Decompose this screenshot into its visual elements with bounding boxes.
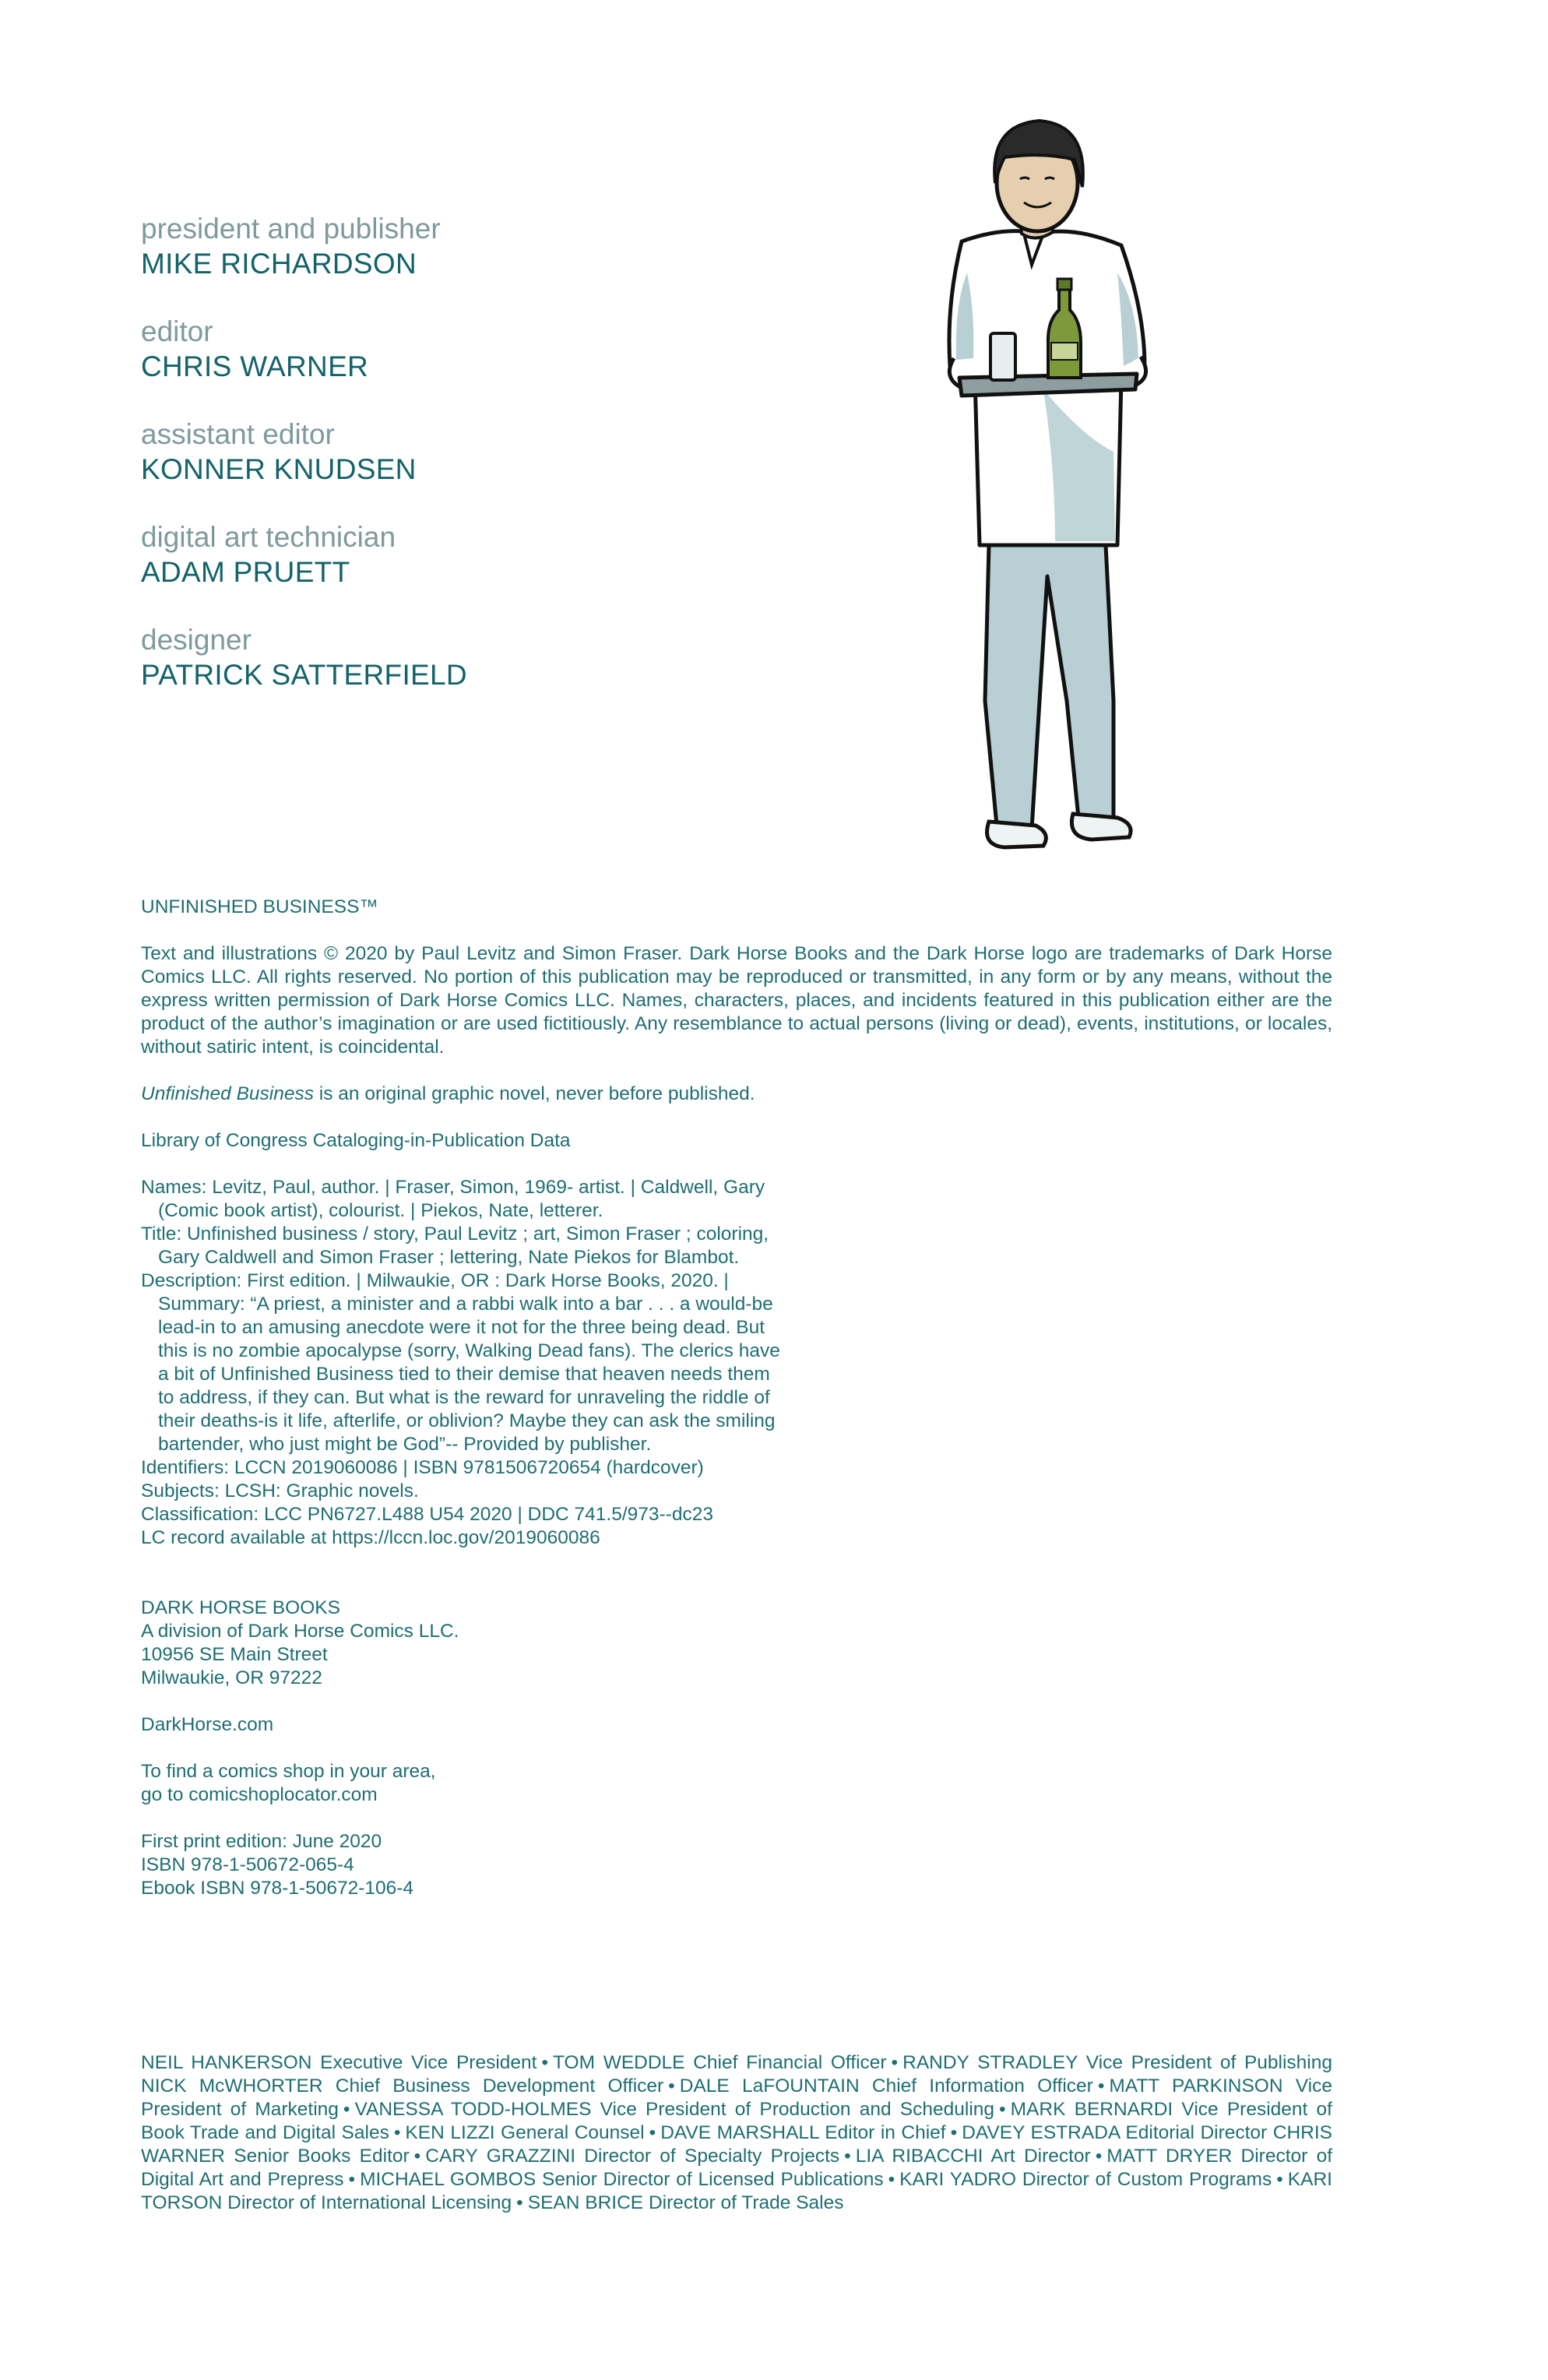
- staff-entry: MATT DRYER Director of Digital Art and Prepress: [141, 2146, 1333, 2190]
- credit-editor: [141, 315, 842, 385]
- staff-entry: MARK BERNARDI Vice President of Book Trade and Digital Sales: [141, 2099, 1332, 2143]
- ebook-isbn: Ebook ISBN 978-1-50672-106-4: [141, 1878, 414, 1899]
- cip-heading: Library of Congress Cataloging-in-Publication Data: [141, 1130, 571, 1151]
- credit-role: editor: [141, 315, 213, 347]
- credit-publisher: [141, 212, 842, 282]
- staff-entry: DALE LaFOUNTAIN Chief Information Officer: [679, 2075, 1093, 2097]
- cip-classification: Classification: LCC PN6727.L488 U54 2020 | DDC 741.5/973--dc23: [141, 1504, 713, 1525]
- staff-listing: NEIL HANKERSON Executive Vice President • TOM WEDDLE Chief Financial Officer • RANDY STRADLEY Vice President of Publishing NICK McWHORTER Chief Business Development Officer • DALE LaFOUNTAIN Chief Information Officer • MATT PARKINSON Vice President of Marketing • VANESSA TODD-HOLMES Vice President of Production and Scheduling • MARK BERNARDI Vice President of Book Trade and Digital Sales • KEN LIZZI General Counsel • DAVE MARSHALL Editor in Chief • DAVEY ESTRADA Editorial Director CHRIS WARNER Senior Books Editor • CARY GRAZZINI Director of Specialty Projects • LIA RIBACCHI Art Director • MATT DRYER Director of Digital Art and Prepress • MICHAEL GOMBOS Senior Director of Licensed Publications • KARI YADRO Director of Custom Programs • KARI TORSON Director of International Licensing • SEAN BRICE Director of Trade Sales: [141, 2052, 1333, 2213]
- original-novel-note: [141, 1083, 1332, 1106]
- staff-entry: MATT PARKINSON Vice President of Marketing: [141, 2075, 1332, 2120]
- staff-entry: KEN LIZZI General Counsel: [405, 2122, 645, 2143]
- credit-name: PATRICK SATTERFIELD: [141, 659, 467, 691]
- staff-entry: VANESSA TODD-HOLMES Vice President of Production and Scheduling: [354, 2099, 995, 2120]
- print-edition: First print edition: June 2020: [141, 1831, 382, 1852]
- publisher-street: 10956 SE Main Street: [141, 1644, 328, 1665]
- staff-entry: DAVE MARSHALL Editor in Chief: [660, 2122, 946, 2143]
- staff-entry: NEIL HANKERSON Executive Vice President: [141, 2052, 537, 2073]
- credit-name: CHRIS WARNER: [141, 350, 369, 382]
- credit-role: digital art technician: [141, 521, 396, 553]
- cip-subjects: Subjects: LCSH: Graphic novels.: [141, 1480, 419, 1502]
- trademark-line: UNFINISHED BUSINESS™: [141, 896, 378, 917]
- credit-name: KONNER KNUDSEN: [141, 453, 417, 485]
- publisher-division: A division of Dark Horse Comics LLC.: [141, 1621, 459, 1642]
- staff-entry: RANDY STRADLEY Vice President of Publishing: [902, 2052, 1332, 2073]
- publisher-info: [141, 1597, 1332, 1900]
- bartender-icon: [888, 109, 1184, 872]
- staff-entry: TOM WEDDLE Chief Financial Officer: [553, 2052, 887, 2073]
- staff-entry: CARY GRAZZINI Director of Specialty Projects: [425, 2146, 840, 2167]
- credit-name: MIKE RICHARDSON: [141, 248, 417, 280]
- publisher-name: DARK HORSE BOOKS: [141, 1597, 340, 1618]
- cip-data: [141, 1176, 787, 1550]
- staff-entry: KARI TORSON Director of International Licensing: [141, 2169, 1332, 2213]
- credit-role: president and publisher: [141, 213, 441, 245]
- credit-role: designer: [141, 624, 252, 656]
- original-note-text: is an original graphic novel, never before published.: [313, 1083, 755, 1104]
- isbn: ISBN 978-1-50672-065-4: [141, 1854, 354, 1875]
- book-title: Unfinished Business: [141, 1083, 314, 1104]
- cip-names: Names: Levitz, Paul, author. | Fraser, Simon, 1969- artist. | Caldwell, Gary (Comic book artist), colourist. | Piekos, Nate, letterer.: [141, 1177, 765, 1221]
- copyright-notice: Text and illustrations © 2020 by Paul Levitz and Simon Fraser. Dark Horse Books and the Dark Horse logo are trademarks of Dark Horse Comics LLC. All rights reserved. No portion of this publication may be reproduced or transmitted, in any form or by any means, without the express written permission of Dark Horse Comics LLC. Names, characters, places, and incidents featured in this publication either are the product of the author’s imagination or are used fictitiously. Any resemblance to actual persons (living or dead), events, institutions, or locales, without satiric intent, is coincidental.: [141, 943, 1332, 1058]
- credits-list: [141, 212, 842, 726]
- credit-role: assistant editor: [141, 418, 335, 450]
- staff-entry: NICK McWHORTER Chief Business Development Officer: [141, 2075, 664, 2097]
- cip-description: Description: First edition. | Milwaukie, OR : Dark Horse Books, 2020. | Summary: “A priest, a minister and a rabbi walk into a bar . . . a would-be lead-in to an amusing anecdote were it not for the three being dead. But this is no zombie apocalypse (sorry, Walking Dead fans). The clerics have a bit of Unfinished Business tied to their demise that heaven needs them to address, if they can. But what is the reward for unraveling the riddle of their deaths-is it life, afterlife, or oblivion? Maybe they can ask the smiling bartender, who just might be God”-- Provided by publisher.: [141, 1270, 780, 1455]
- staff-entry: KARI YADRO Director of Custom Programs: [899, 2169, 1272, 2190]
- indicia: [141, 896, 1332, 1900]
- staff-entry: DAVEY ESTRADA Editorial Director: [962, 2122, 1268, 2143]
- cip-title: Title: Unfinished business / story, Paul Levitz ; art, Simon Fraser ; coloring, Gary Caldwell and Simon Fraser ; lettering, Nate Piekos for Blambot.: [141, 1223, 769, 1268]
- bartender-illustration: [888, 109, 1184, 872]
- publisher-city: Milwaukie, OR 97222: [141, 1667, 322, 1688]
- staff-entry: LIA RIBACCHI Art Director: [855, 2146, 1091, 2167]
- shop-locator-line2: go to comicshoplocator.com: [141, 1784, 378, 1805]
- credit-assistant-editor: [141, 417, 842, 488]
- staff-entry: CHRIS WARNER Senior Books Editor: [141, 2122, 1332, 2167]
- credit-digital-art-technician: [141, 520, 842, 590]
- publisher-website: DarkHorse.com: [141, 1714, 274, 1735]
- shop-locator-line1: To find a comics shop in your area,: [141, 1761, 436, 1782]
- cip-lc-record: LC record available at https://lccn.loc.gov/2019060086: [141, 1527, 600, 1548]
- staff-entry: MICHAEL GOMBOS Senior Director of Licensed Publications: [360, 2169, 884, 2190]
- staff-entry: SEAN BRICE Director of Trade Sales: [527, 2192, 844, 2213]
- credit-designer: [141, 623, 842, 693]
- credit-name: ADAM PRUETT: [141, 556, 350, 588]
- cip-identifiers: Identifiers: LCCN 2019060086 | ISBN 9781506720654 (hardcover): [141, 1457, 704, 1478]
